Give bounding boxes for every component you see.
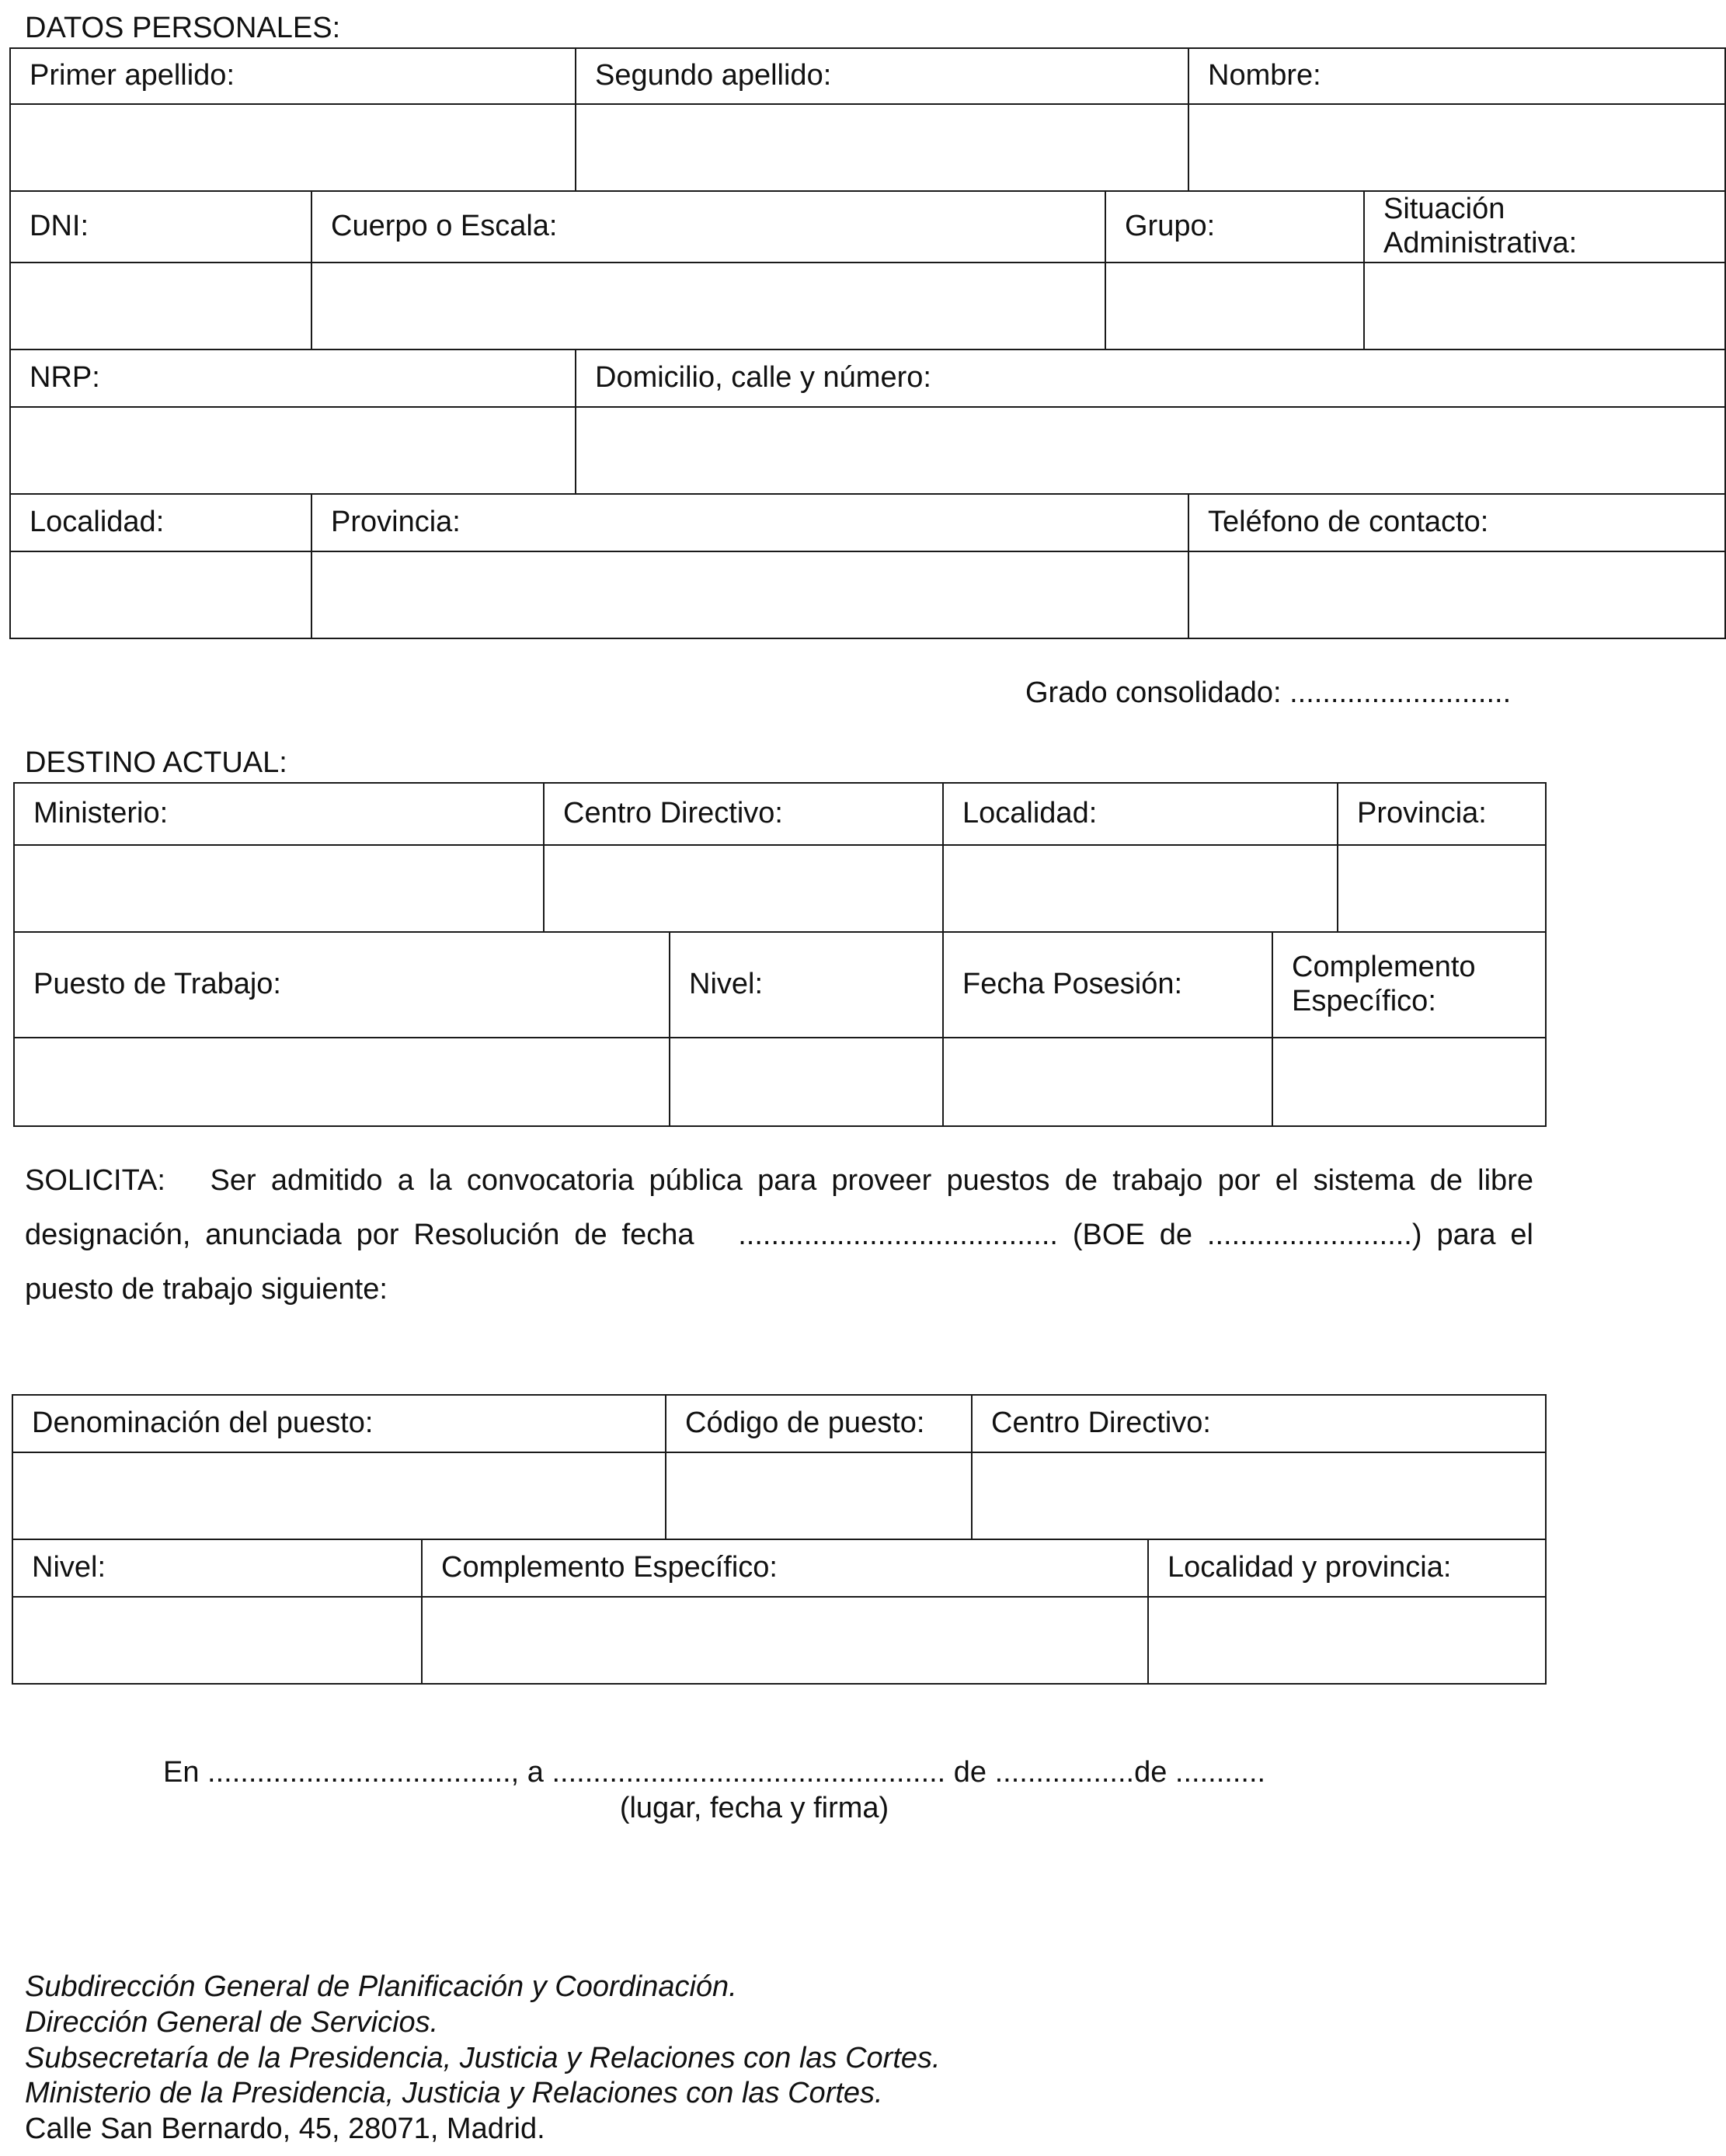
grupo-label: Grupo:	[1105, 191, 1364, 263]
codigo-puesto-field[interactable]	[666, 1452, 972, 1539]
nivel-destino-field[interactable]	[670, 1038, 943, 1126]
footer-subsecretaria: Subsecretaría de la Presidencia, Justicia y Relaciones con las Cortes.	[25, 2042, 941, 2074]
grupo-field[interactable]	[1105, 263, 1364, 349]
codigo-puesto-label: Código de puesto:	[666, 1395, 972, 1452]
provincia-field[interactable]	[311, 551, 1188, 638]
situacion-label-line1: Situación	[1383, 193, 1505, 226]
solicita-paragraph	[25, 1153, 1533, 1316]
provincia-destino-label: Provincia:	[1338, 783, 1546, 845]
footer-direccion: Dirección General de Servicios.	[25, 2006, 439, 2039]
primer-apellido-field[interactable]	[10, 104, 576, 191]
puesto-trabajo-label: Puesto de Trabajo:	[14, 932, 670, 1038]
dni-label: DNI:	[10, 191, 311, 263]
provincia-label: Provincia:	[311, 494, 1188, 551]
segundo-apellido-field[interactable]	[576, 104, 1188, 191]
fecha-posesion-label: Fecha Posesión:	[943, 932, 1272, 1038]
situacion-administrativa-label	[1364, 191, 1725, 263]
nivel-puesto-label: Nivel:	[12, 1539, 422, 1597]
firma-caption: (lugar, fecha y firma)	[619, 1792, 889, 1824]
centro-directivo-field[interactable]	[544, 845, 943, 932]
personal-data-title: DATOS PERSONALES:	[25, 12, 341, 44]
footer-subdireccion: Subdirección General de Planificación y Coordinación.	[25, 1970, 737, 2003]
destino-actual-table	[13, 782, 1547, 1127]
denominacion-puesto-label: Denominación del puesto:	[12, 1395, 666, 1452]
nivel-destino-label: Nivel:	[670, 932, 943, 1038]
nrp-field[interactable]	[10, 407, 576, 494]
localidad-provincia-label: Localidad y provincia:	[1148, 1539, 1546, 1597]
complemento-especifico-puesto-label: Complemento Específico:	[422, 1539, 1148, 1597]
provincia-destino-field[interactable]	[1338, 845, 1546, 932]
nivel-puesto-field[interactable]	[12, 1597, 422, 1684]
puesto-trabajo-field[interactable]	[14, 1038, 670, 1126]
localidad-field[interactable]	[10, 551, 311, 638]
segundo-apellido-label: Segundo apellido:	[576, 48, 1188, 104]
fecha-resolucion-blank[interactable]: .......................................	[738, 1219, 1058, 1251]
ministerio-label: Ministerio:	[14, 783, 544, 845]
destino-actual-title: DESTINO ACTUAL:	[25, 746, 287, 779]
ministerio-field[interactable]	[14, 845, 544, 932]
localidad-destino-field[interactable]	[943, 845, 1338, 932]
centro-directivo-label: Centro Directivo:	[544, 783, 943, 845]
cuerpo-escala-field[interactable]	[311, 263, 1105, 349]
solicita-text-2: (BOE de	[1072, 1219, 1192, 1251]
puesto-solicitado-table	[12, 1394, 1547, 1685]
personal-data-table	[9, 47, 1726, 639]
complemento-especifico-puesto-field[interactable]	[422, 1597, 1148, 1684]
solicita-label: SOLICITA:	[25, 1164, 165, 1197]
centro-directivo-puesto-field[interactable]	[972, 1452, 1546, 1539]
nrp-label: NRP:	[10, 349, 576, 407]
localidad-provincia-field[interactable]	[1148, 1597, 1546, 1684]
dni-field[interactable]	[10, 263, 311, 349]
cuerpo-escala-label: Cuerpo o Escala:	[311, 191, 1105, 263]
solicita-text-3: para el puesto de trabajo siguiente:	[25, 1219, 1533, 1306]
situacion-administrativa-field[interactable]	[1364, 263, 1725, 349]
complemento-especifico-destino-label	[1272, 932, 1546, 1038]
complemento-especifico-destino-field[interactable]	[1272, 1038, 1546, 1126]
telefono-field[interactable]	[1188, 551, 1725, 638]
footer-ministerio: Ministerio de la Presidencia, Justicia y Relaciones con las Cortes.	[25, 2077, 883, 2109]
localidad-label: Localidad:	[10, 494, 311, 551]
localidad-destino-label: Localidad:	[943, 783, 1338, 845]
solicita-text-1: Ser admitido a la convocatoria pública para proveer puestos de trabajo por el sistema de libre designación, anunciada por Resolución de fecha	[25, 1164, 1533, 1251]
situacion-label-line2: Administrativa:	[1383, 227, 1578, 259]
footer-address: Calle San Bernardo, 45, 28071, Madrid.	[25, 2113, 545, 2145]
fecha-posesion-field[interactable]	[943, 1038, 1272, 1126]
grado-consolidado: Grado consolidado: ...........................	[1025, 676, 1512, 709]
domicilio-field[interactable]	[576, 407, 1725, 494]
primer-apellido-label: Primer apellido:	[10, 48, 576, 104]
nombre-field[interactable]	[1188, 104, 1725, 191]
telefono-label: Teléfono de contacto:	[1188, 494, 1725, 551]
complemento-label-line1: Complemento	[1292, 951, 1476, 984]
boe-blank[interactable]: .........................)	[1206, 1219, 1422, 1251]
nombre-label: Nombre:	[1188, 48, 1725, 104]
complemento-label-line2: Específico:	[1292, 985, 1436, 1017]
firma-line: En ....................................., a ................................................ de .................de ...........	[163, 1756, 1266, 1789]
denominacion-puesto-field[interactable]	[12, 1452, 666, 1539]
domicilio-label: Domicilio, calle y número:	[576, 349, 1725, 407]
centro-directivo-puesto-label: Centro Directivo:	[972, 1395, 1546, 1452]
